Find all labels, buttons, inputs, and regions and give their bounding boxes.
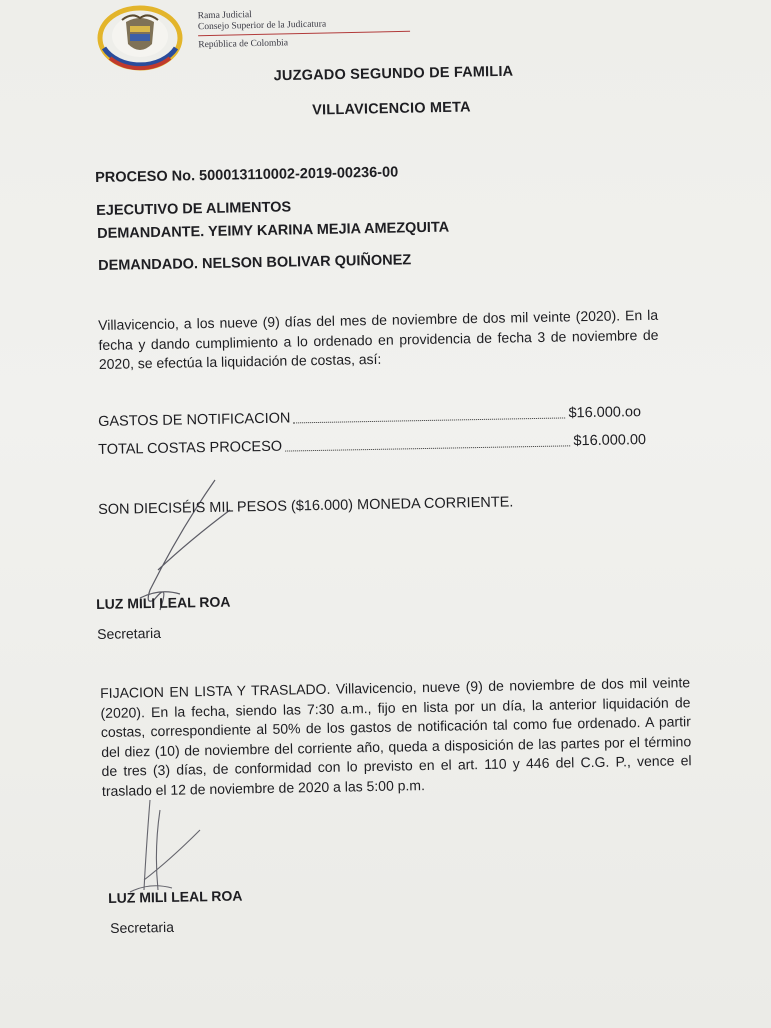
cost-label: GASTOS DE NOTIFICACION: [98, 410, 291, 430]
signer-name: LUZ MILI LEAL ROA: [108, 887, 243, 906]
court-city: VILLAVICENCIO META: [312, 99, 471, 119]
cost-label: TOTAL COSTAS PROCESO: [98, 438, 283, 458]
cost-amount: $16.000.00: [573, 431, 647, 450]
signer-title: Secretaria: [110, 918, 175, 936]
signer-name: LUZ MILI LEAL ROA: [96, 593, 231, 612]
total-in-words: SON DIECISÉIS MIL PESOS ($16.000) MONEDA CORRIENTE.: [98, 494, 514, 518]
cost-amount: $16.000.oo: [568, 404, 642, 422]
fijacion-paragraph: FIJACION EN LISTA Y TRASLADO. Villavicencio, nueve (9) de noviembre de dos mil veinte (2020). En la fecha, siendo las 7:30 a.m., fijo en lista por un día, la anterior liquidación de costas, correspondiente al 50% de los gastos de notificación tal como fue ordenado. A partir del diez (10) de noviembre del corriente año, queda a disposición de las partes por el término de tres (3) días, de conformidad con lo previsto en el art. 110 y 446 del C.G. P., vence el traslado el 12 de noviembre de 2020 a las 5:00 p.m.: [100, 674, 692, 799]
signer-title: Secretaria: [97, 624, 162, 642]
institution-header: [198, 7, 411, 51]
institution-line-1: Rama Judicial: [197, 10, 252, 22]
cost-row-total: [98, 432, 646, 458]
process-number: PROCESO No. 500013110002-2019-00236-00: [95, 164, 399, 186]
dot-leader: [285, 444, 570, 451]
dot-leader: [293, 416, 565, 423]
defendant: DEMANDADO. NELSON BOLIVAR QUIÑONEZ: [98, 252, 412, 274]
cost-row-notification: [98, 404, 641, 430]
coat-of-arms-logo: [96, 4, 188, 72]
court-name: JUZGADO SEGUNDO DE FAMILIA: [273, 63, 514, 85]
plaintiff: DEMANDANTE. YEIMY KARINA MEJIA AMEZQUITA: [97, 219, 450, 242]
process-type: EJECUTIVO DE ALIMENTOS: [96, 199, 292, 219]
institution-line-2: Consejo Superior de la Judicatura: [197, 19, 327, 33]
institution-line-3: República de Colombia: [198, 38, 289, 51]
intro-paragraph: Villavicencio, a los nueve (9) días del mes de noviembre de dos mil veinte (2020). En la fecha y dando cumplimiento a lo ordenado en providencia de fecha 3 de noviembre de 2020, se efectúa la liquidación de costas, así:: [98, 306, 659, 372]
